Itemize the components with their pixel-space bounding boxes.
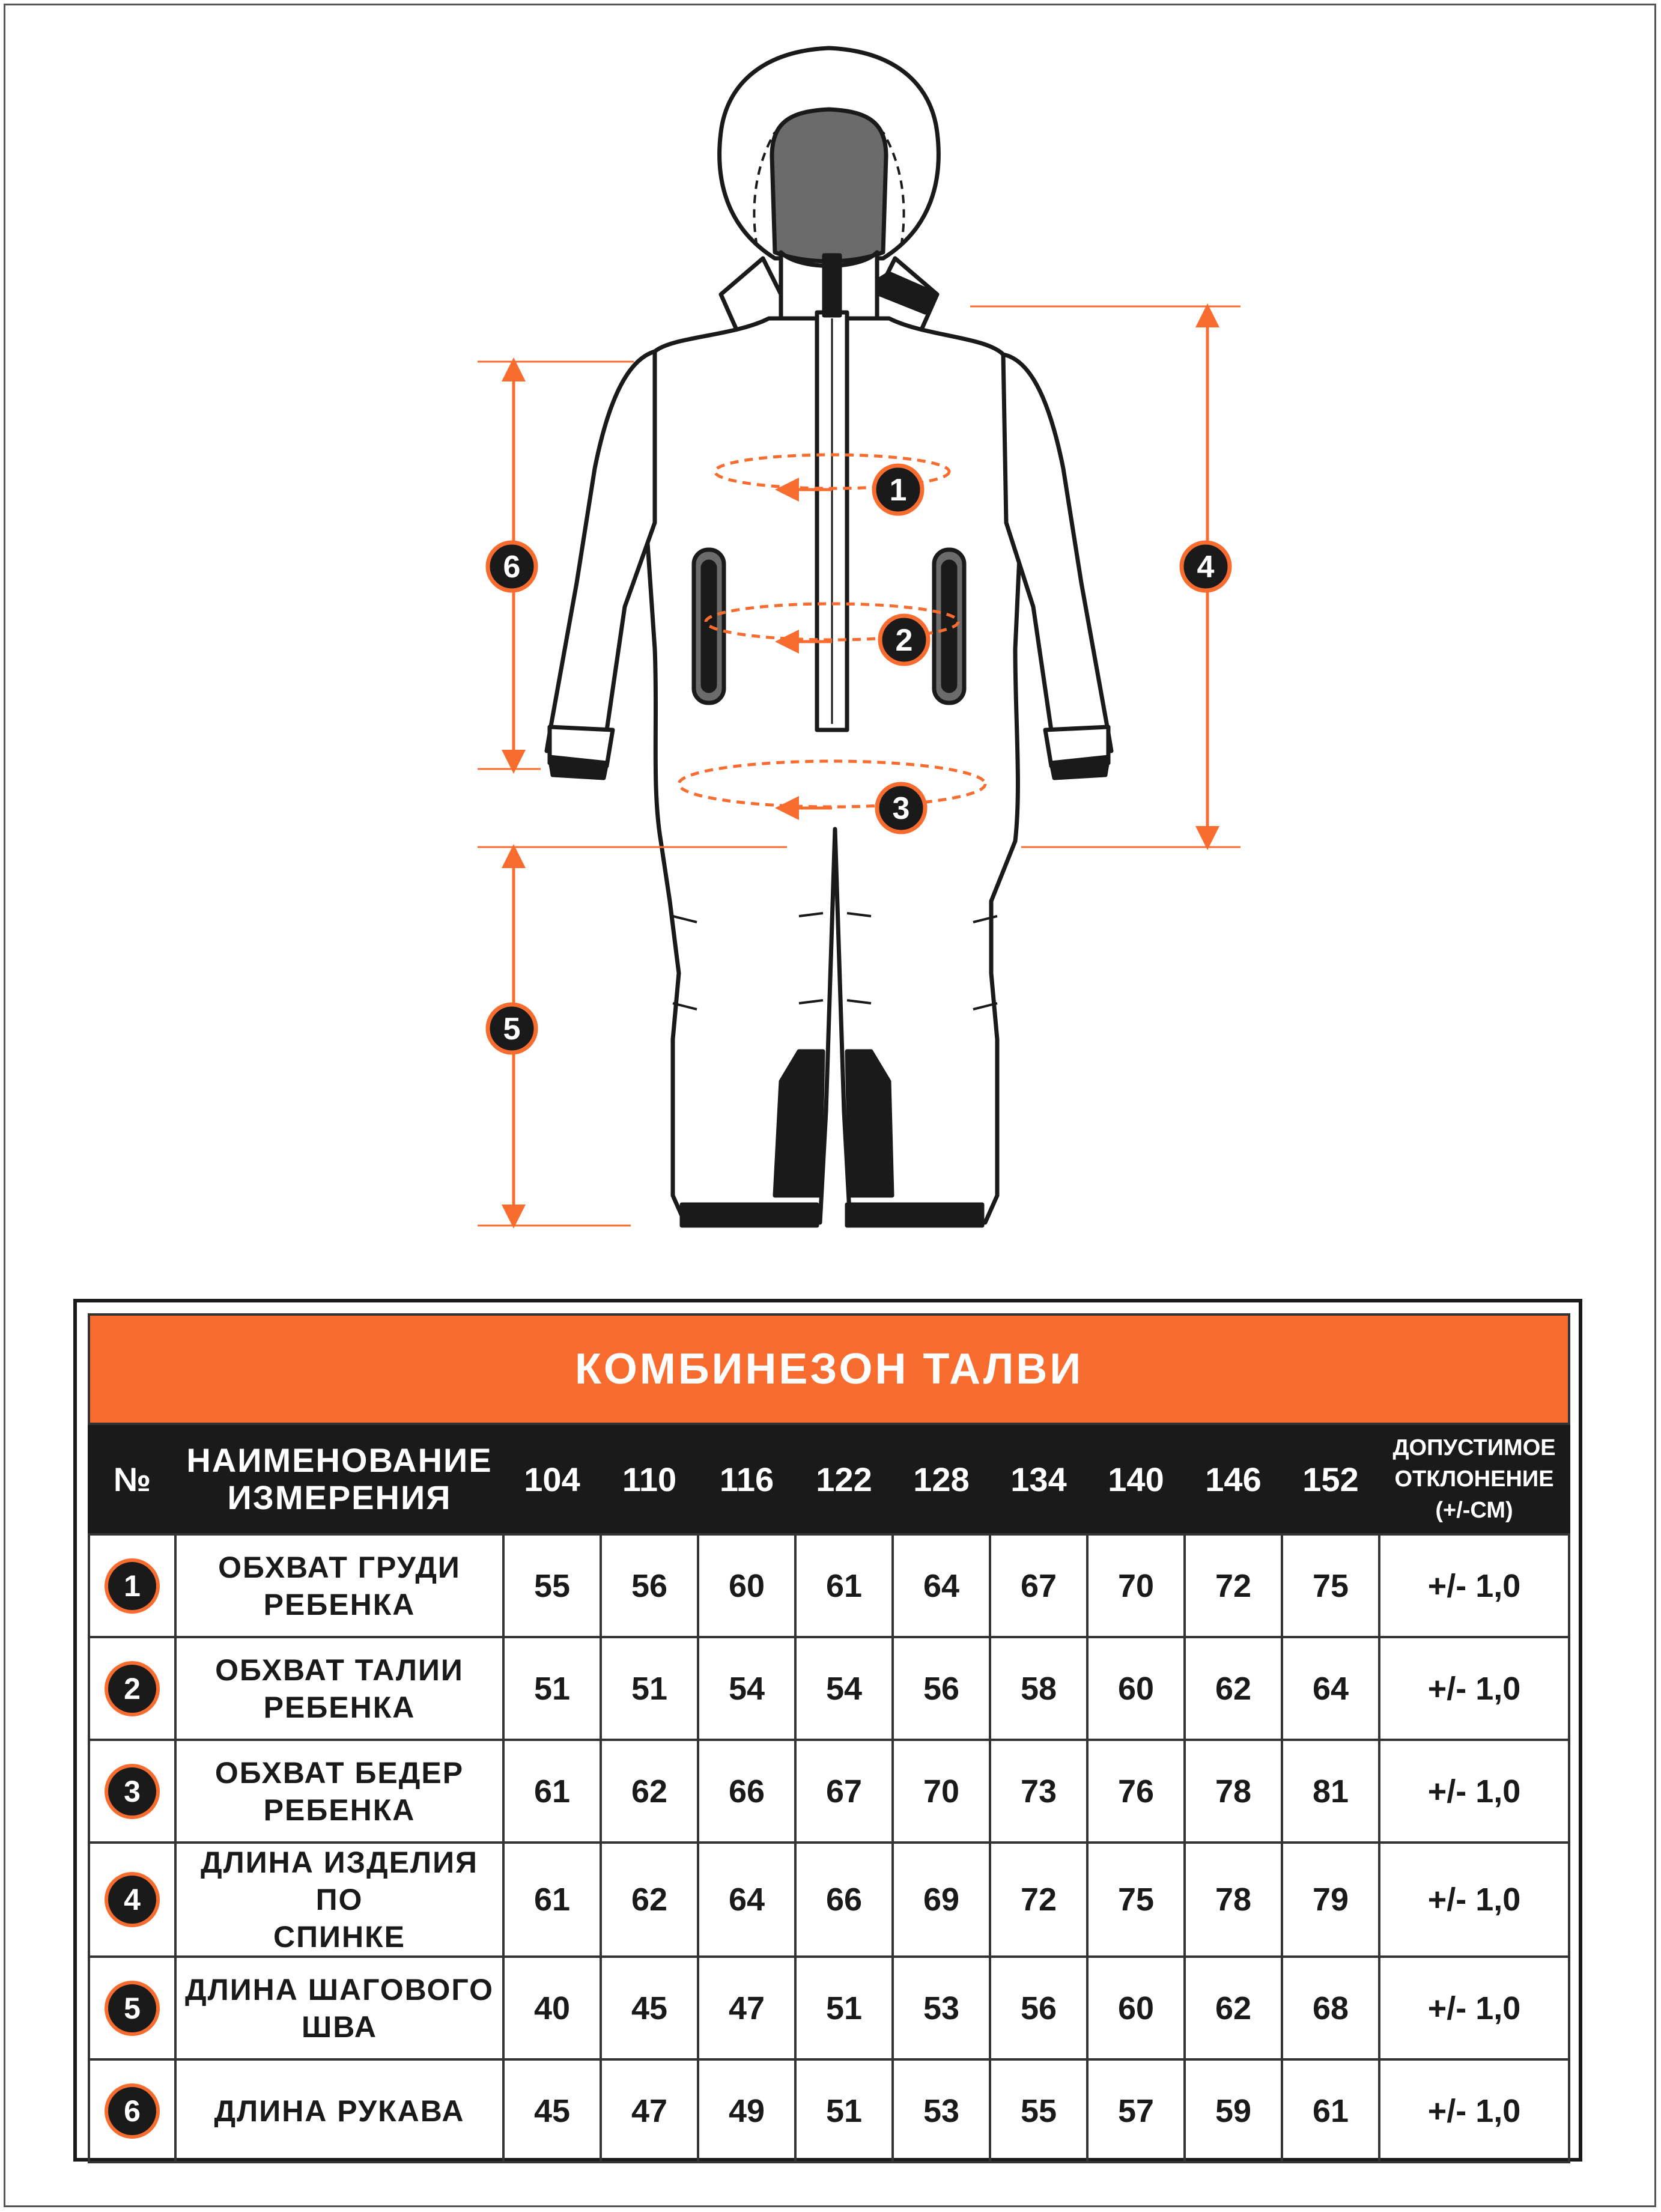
- size-value: 53: [893, 1957, 990, 2059]
- measurement-name: [175, 1740, 503, 1843]
- header-measurement-name: [175, 1424, 503, 1534]
- size-value: 53: [893, 2059, 990, 2162]
- size-value: 51: [601, 1637, 698, 1740]
- size-value: 58: [990, 1637, 1087, 1740]
- size-value: 59: [1185, 2059, 1282, 2162]
- size-value: 78: [1185, 1843, 1282, 1957]
- row-number-cell: [89, 2059, 175, 2162]
- size-value: 73: [990, 1740, 1087, 1843]
- measurement-name-line2: ШВА: [302, 2010, 377, 2044]
- size-value: 69: [893, 1843, 990, 1957]
- tolerance-value: +/- 1,0: [1379, 1957, 1569, 2059]
- measurement-name: [175, 1637, 503, 1740]
- measurement-name-line1: ОБХВАТ БЕДЕР: [214, 1755, 464, 1790]
- size-value: 60: [1087, 1957, 1185, 2059]
- size-value: 47: [698, 1957, 795, 2059]
- header-size: 128: [893, 1424, 990, 1534]
- measurement-name-line2: РЕБЕНКА: [263, 1793, 416, 1827]
- size-value: 64: [893, 1534, 990, 1637]
- sleeve-right: [1003, 354, 1111, 751]
- measurement-name-line1: ДЛИНА РУКАВА: [214, 2094, 465, 2128]
- row-number-badge: 6: [105, 2083, 160, 2139]
- size-value: 72: [1185, 1534, 1282, 1637]
- size-value: 56: [990, 1957, 1087, 2059]
- table-title: КОМБИНЕЗОН ТАЛВИ: [89, 1314, 1569, 1424]
- tolerance-value: +/- 1,0: [1379, 1740, 1569, 1843]
- table-row: [89, 1534, 1569, 1637]
- size-value: 45: [601, 1957, 698, 2059]
- jumpsuit-drawing: [547, 48, 1111, 1226]
- header-size: 122: [795, 1424, 893, 1534]
- size-value: 64: [698, 1843, 795, 1957]
- table-header-row: [89, 1424, 1569, 1534]
- size-value: 47: [601, 2059, 698, 2162]
- size-value: 60: [698, 1534, 795, 1637]
- marker-3: [877, 784, 925, 832]
- measurement-name: [175, 2059, 503, 2162]
- measurement-name-line1: ДЛИНА ИЗДЕЛИЯ ПО: [201, 1846, 478, 1916]
- size-value: 51: [795, 2059, 893, 2162]
- header-size: 116: [698, 1424, 795, 1534]
- size-value: 54: [698, 1637, 795, 1740]
- table-row: [89, 1957, 1569, 2059]
- measurement-name-line2: РЕБЕНКА: [263, 1690, 416, 1724]
- size-value: 56: [893, 1637, 990, 1740]
- size-value: 66: [795, 1843, 893, 1957]
- row-number-cell: [89, 1740, 175, 1843]
- header-tolerance: [1379, 1424, 1569, 1534]
- header-size: 146: [1185, 1424, 1282, 1534]
- size-value: 75: [1282, 1534, 1379, 1637]
- tolerance-value: +/- 1,0: [1379, 1843, 1569, 1957]
- header-size: 140: [1087, 1424, 1185, 1534]
- header-tolerance-line3: (+/-СМ): [1435, 1498, 1513, 1523]
- tolerance-value: +/- 1,0: [1379, 1637, 1569, 1740]
- header-name-line2: ИЗМЕРЕНИЯ: [227, 1478, 452, 1516]
- size-value: 78: [1185, 1740, 1282, 1843]
- size-value: 54: [795, 1637, 893, 1740]
- size-value: 62: [1185, 1957, 1282, 2059]
- table-row: [89, 1843, 1569, 1957]
- size-value: 67: [795, 1740, 893, 1843]
- header-size: 110: [601, 1424, 698, 1534]
- svg-text:5: 5: [503, 1012, 521, 1047]
- size-value: 60: [1087, 1637, 1185, 1740]
- row-number-cell: [89, 1637, 175, 1740]
- size-value: 57: [1087, 2059, 1185, 2162]
- table-title-row: [89, 1314, 1569, 1424]
- measurement-name-line2: РЕБЕНКА: [263, 1587, 416, 1621]
- table-row: [89, 2059, 1569, 2162]
- size-value: 76: [1087, 1740, 1185, 1843]
- header-size: 152: [1282, 1424, 1379, 1534]
- size-value: 61: [1282, 2059, 1379, 2162]
- size-value: 49: [698, 2059, 795, 2162]
- size-chart: [73, 1299, 1582, 2162]
- svg-text:4: 4: [1197, 550, 1215, 585]
- tolerance-value: +/- 1,0: [1379, 1534, 1569, 1637]
- size-value: 45: [503, 2059, 601, 2162]
- hood-lining: [772, 109, 886, 261]
- size-value: 81: [1282, 1740, 1379, 1843]
- measurement-name: [175, 1843, 503, 1957]
- header-tolerance-line1: ДОПУСТИМОЕ: [1392, 1435, 1556, 1460]
- hem-left: [682, 1205, 817, 1226]
- measurement-name-line2: СПИНКЕ: [273, 1920, 405, 1954]
- size-value: 64: [1282, 1637, 1379, 1740]
- row-number-cell: [89, 1957, 175, 2059]
- marker-4: [1182, 542, 1230, 591]
- marker-6: [488, 542, 536, 591]
- measurement-name: [175, 1534, 503, 1637]
- size-value: 75: [1087, 1843, 1185, 1957]
- size-value: 62: [601, 1843, 698, 1957]
- size-value: 61: [795, 1534, 893, 1637]
- size-value: 61: [503, 1843, 601, 1957]
- size-value: 67: [990, 1534, 1087, 1637]
- marker-5: [488, 1004, 536, 1053]
- row-number-badge: 1: [105, 1558, 160, 1614]
- tolerance-value: +/- 1,0: [1379, 2059, 1569, 2162]
- row-number-badge: 3: [105, 1764, 160, 1819]
- sleeve-left: [547, 351, 655, 751]
- size-value: 55: [503, 1534, 601, 1637]
- size-value: 51: [503, 1637, 601, 1740]
- svg-text:6: 6: [503, 550, 521, 585]
- row-number-badge: 5: [105, 1981, 160, 2036]
- table-row: [89, 1740, 1569, 1843]
- marker-2: [880, 616, 928, 664]
- row-number-cell: [89, 1843, 175, 1957]
- size-value: 70: [1087, 1534, 1185, 1637]
- measurement-name-line1: ДЛИНА ШАГОВОГО: [184, 1972, 494, 2007]
- size-value: 79: [1282, 1843, 1379, 1957]
- measurement-name-line1: ОБХВАТ ТАЛИИ: [215, 1653, 464, 1687]
- size-value: 68: [1282, 1957, 1379, 2059]
- header-number: №: [89, 1424, 175, 1534]
- header-size: 134: [990, 1424, 1087, 1534]
- size-value: 62: [601, 1740, 698, 1843]
- size-value: 72: [990, 1843, 1087, 1957]
- hem-right: [847, 1205, 982, 1226]
- size-value: 51: [795, 1957, 893, 2059]
- row-number-cell: [89, 1534, 175, 1637]
- marker-1: [874, 466, 922, 514]
- table-row: [89, 1637, 1569, 1740]
- size-value: 66: [698, 1740, 795, 1843]
- measurement-name: [175, 1957, 503, 2059]
- size-value: 70: [893, 1740, 990, 1843]
- size-value: 62: [1185, 1637, 1282, 1740]
- size-value: 55: [990, 2059, 1087, 2162]
- row-number-badge: 2: [105, 1661, 160, 1716]
- size-value: 61: [503, 1740, 601, 1843]
- size-table: [88, 1313, 1570, 2163]
- header-size: 104: [503, 1424, 601, 1534]
- size-value: 56: [601, 1534, 698, 1637]
- svg-text:2: 2: [895, 623, 913, 658]
- measurement-name-line1: ОБХВАТ ГРУДИ: [218, 1550, 461, 1584]
- svg-text:1: 1: [889, 473, 907, 508]
- size-value: 40: [503, 1957, 601, 2059]
- header-tolerance-line2: ОТКЛОНЕНИЕ: [1394, 1466, 1554, 1492]
- row-number-badge: 4: [105, 1872, 160, 1927]
- header-name-line1: НАИМЕНОВАНИЕ: [186, 1441, 493, 1479]
- svg-text:3: 3: [892, 791, 910, 826]
